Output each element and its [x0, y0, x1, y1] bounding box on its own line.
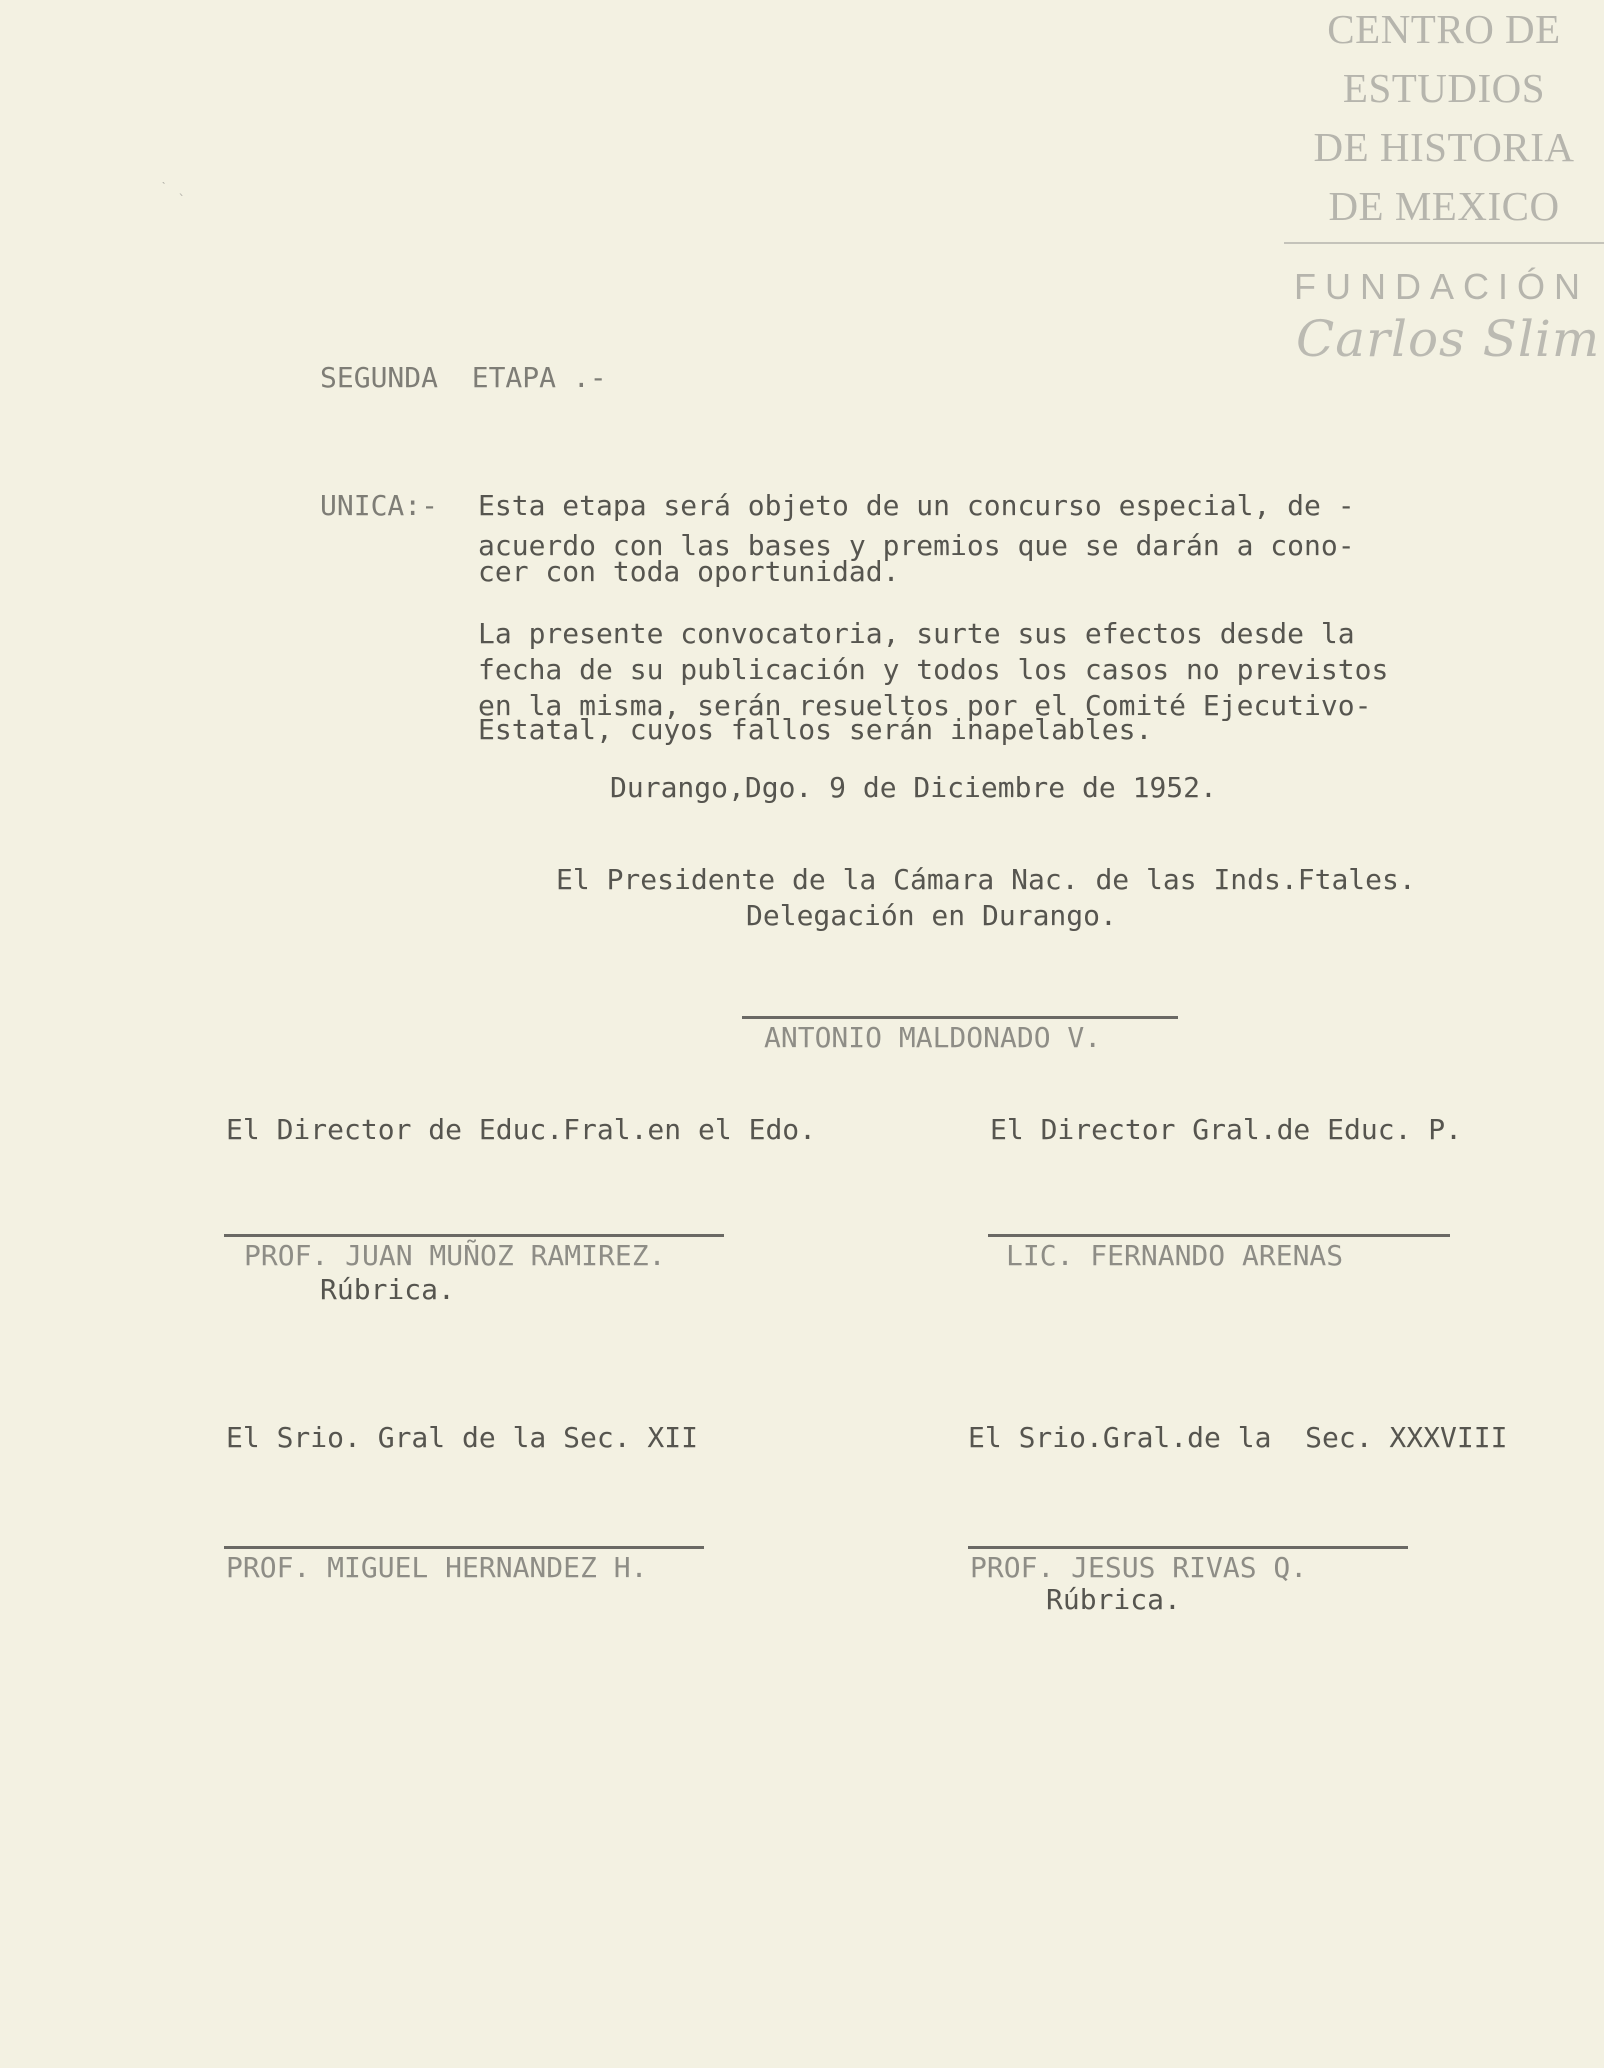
- watermark-signature: Carlos Slim: [1296, 310, 1601, 368]
- section-heading: SEGUNDA ETAPA .-: [320, 361, 607, 394]
- archive-watermark: [1284, 0, 1604, 368]
- director-gral-signature-line: [988, 1234, 1450, 1237]
- watermark-line-2: ESTUDIOS: [1342, 65, 1546, 111]
- director-educ-signature-line: [224, 1234, 724, 1237]
- president-name: ANTONIO MALDONADO V.: [764, 1021, 1102, 1054]
- paragraph-line-1: La presente convocatoria, surte sus efectos desde la: [478, 617, 1355, 650]
- watermark-line-3: DE HISTORIA: [1313, 124, 1575, 170]
- srio-xii-name: PROF. MIGUEL HERNANDEZ H.: [226, 1551, 648, 1584]
- srio-xii-title: El Srio. Gral de la Sec. XII: [226, 1421, 699, 1454]
- president-title-line-1: El Presidente de la Cámara Nac. de las Inds.Ftales.: [556, 863, 1416, 896]
- srio-xii-signature-line: [224, 1546, 704, 1549]
- director-educ-name: PROF. JUAN MUÑOZ RAMIREZ.: [244, 1239, 666, 1272]
- srio-xxxviii-title: El Srio.Gral.de la Sec. XXXVIII: [968, 1421, 1508, 1454]
- watermark-divider: [1284, 242, 1604, 244]
- president-title-line-2: Delegación en Durango.: [746, 899, 1117, 932]
- unica-label: UNICA:-: [320, 489, 439, 522]
- watermark-line-1: CENTRO DE: [1327, 6, 1561, 52]
- director-educ-rubrica: Rúbrica.: [320, 1273, 455, 1306]
- director-gral-name: LIC. FERNANDO ARENAS: [1006, 1239, 1344, 1272]
- paragraph-line-2: fecha de su publicación y todos los casos no previstos: [478, 653, 1389, 686]
- director-gral-title: El Director Gral.de Educ. P.: [990, 1113, 1463, 1146]
- srio-xxxviii-signature-line: [968, 1546, 1408, 1549]
- unica-line-2: acuerdo con las bases y premios que se darán a cono-: [478, 529, 1355, 562]
- watermark-line-4: DE MEXICO: [1328, 183, 1560, 229]
- paper-specks: ˋ ˎ: [160, 180, 186, 196]
- srio-xxxviii-rubrica: Rúbrica.: [1046, 1583, 1181, 1616]
- paragraph-line-4: Estatal, cuyos fallos serán inapelables.: [478, 713, 1153, 746]
- srio-xxxviii-name: PROF. JESUS RIVAS Q.: [970, 1551, 1308, 1584]
- paragraph-line-3: en la misma, serán resueltos por el Comité Ejecutivo-: [478, 689, 1372, 722]
- watermark-fundacion: FUNDACIÓN: [1294, 266, 1589, 307]
- president-signature-line: [742, 1016, 1178, 1019]
- unica-line-1: Esta etapa será objeto de un concurso especial, de -: [478, 489, 1355, 522]
- director-educ-title: El Director de Educ.Fral.en el Edo.: [226, 1113, 817, 1146]
- date-line: Durango,Dgo. 9 de Diciembre de 1952.: [610, 771, 1217, 804]
- unica-line-3: cer con toda oportunidad.: [478, 555, 900, 588]
